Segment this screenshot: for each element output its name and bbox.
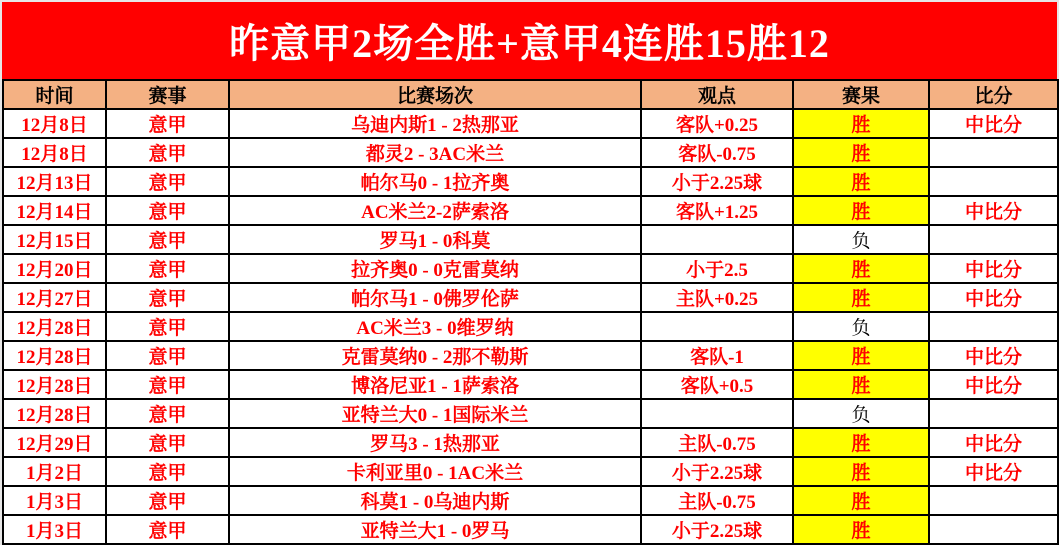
cell-result: 胜	[793, 138, 929, 167]
cell-opinion: 小于2.5	[641, 254, 793, 283]
cell-result: 胜	[793, 370, 929, 399]
cell-match: 科莫1 - 0乌迪内斯	[229, 486, 641, 515]
cell-score	[929, 486, 1058, 515]
table-row	[3, 167, 1058, 196]
cell-opinion: 小于2.25球	[641, 515, 793, 544]
cell-league: 意甲	[106, 486, 229, 515]
match-results-table	[2, 79, 1059, 545]
table-row	[3, 515, 1058, 544]
cell-match: 克雷莫纳0 - 2那不勒斯	[229, 341, 641, 370]
cell-result: 胜	[793, 167, 929, 196]
cell-date: 1月3日	[3, 515, 106, 544]
cell-match: 亚特兰大0 - 1国际米兰	[229, 399, 641, 428]
cell-date: 12月15日	[3, 225, 106, 254]
cell-date: 12月27日	[3, 283, 106, 312]
cell-league: 意甲	[106, 457, 229, 486]
cell-match: 亚特兰大1 - 0罗马	[229, 515, 641, 544]
cell-score: 中比分	[929, 341, 1058, 370]
cell-opinion: 客队+0.5	[641, 370, 793, 399]
cell-date: 12月29日	[3, 428, 106, 457]
cell-result: 胜	[793, 283, 929, 312]
cell-league: 意甲	[106, 399, 229, 428]
table-row	[3, 109, 1058, 138]
cell-score: 中比分	[929, 196, 1058, 225]
cell-score	[929, 515, 1058, 544]
column-header-time: 时间	[3, 80, 106, 109]
cell-match: AC米兰3 - 0维罗纳	[229, 312, 641, 341]
cell-match: AC米兰2-2萨索洛	[229, 196, 641, 225]
cell-date: 12月28日	[3, 341, 106, 370]
cell-score: 中比分	[929, 370, 1058, 399]
table-row	[3, 254, 1058, 283]
headline-banner	[2, 2, 1057, 79]
column-header-match: 比赛场次	[229, 80, 641, 109]
cell-score	[929, 312, 1058, 341]
cell-result: 胜	[793, 428, 929, 457]
cell-match: 博洛尼亚1 - 1萨索洛	[229, 370, 641, 399]
cell-score: 中比分	[929, 254, 1058, 283]
cell-date: 12月14日	[3, 196, 106, 225]
table-row	[3, 138, 1058, 167]
cell-match: 帕尔马0 - 1拉齐奥	[229, 167, 641, 196]
cell-score	[929, 138, 1058, 167]
cell-result: 胜	[793, 515, 929, 544]
column-header-league: 赛事	[106, 80, 229, 109]
cell-league: 意甲	[106, 341, 229, 370]
table-row	[3, 428, 1058, 457]
cell-score	[929, 399, 1058, 428]
cell-result: 胜	[793, 486, 929, 515]
cell-score: 中比分	[929, 457, 1058, 486]
cell-opinion	[641, 312, 793, 341]
cell-league: 意甲	[106, 312, 229, 341]
cell-result: 胜	[793, 196, 929, 225]
cell-league: 意甲	[106, 515, 229, 544]
cell-score: 中比分	[929, 283, 1058, 312]
cell-match: 帕尔马1 - 0佛罗伦萨	[229, 283, 641, 312]
table-row	[3, 341, 1058, 370]
cell-date: 12月13日	[3, 167, 106, 196]
column-header-score: 比分	[929, 80, 1058, 109]
table-row	[3, 370, 1058, 399]
cell-score	[929, 167, 1058, 196]
cell-match: 罗马1 - 0科莫	[229, 225, 641, 254]
column-header-opinion: 观点	[641, 80, 793, 109]
table-row	[3, 283, 1058, 312]
table-row	[3, 399, 1058, 428]
cell-date: 12月20日	[3, 254, 106, 283]
cell-date: 12月28日	[3, 399, 106, 428]
cell-league: 意甲	[106, 167, 229, 196]
cell-date: 1月2日	[3, 457, 106, 486]
cell-result: 负	[793, 225, 929, 254]
cell-opinion: 客队-0.75	[641, 138, 793, 167]
cell-opinion	[641, 225, 793, 254]
cell-match: 拉齐奥0 - 0克雷莫纳	[229, 254, 641, 283]
cell-result: 胜	[793, 457, 929, 486]
table-row	[3, 457, 1058, 486]
cell-date: 12月8日	[3, 109, 106, 138]
cell-opinion: 主队-0.75	[641, 428, 793, 457]
cell-result: 负	[793, 312, 929, 341]
cell-match: 乌迪内斯1 - 2热那亚	[229, 109, 641, 138]
table-row	[3, 312, 1058, 341]
cell-date: 1月3日	[3, 486, 106, 515]
cell-result: 胜	[793, 109, 929, 138]
cell-opinion	[641, 399, 793, 428]
cell-opinion: 主队-0.75	[641, 486, 793, 515]
cell-match: 都灵2 - 3AC米兰	[229, 138, 641, 167]
cell-date: 12月28日	[3, 312, 106, 341]
cell-league: 意甲	[106, 283, 229, 312]
cell-score: 中比分	[929, 428, 1058, 457]
cell-league: 意甲	[106, 196, 229, 225]
cell-opinion: 客队+0.25	[641, 109, 793, 138]
cell-match: 卡利亚里0 - 1AC米兰	[229, 457, 641, 486]
table-row	[3, 225, 1058, 254]
table-row	[3, 196, 1058, 225]
cell-opinion: 客队+1.25	[641, 196, 793, 225]
cell-date: 12月28日	[3, 370, 106, 399]
cell-league: 意甲	[106, 225, 229, 254]
cell-league: 意甲	[106, 138, 229, 167]
cell-league: 意甲	[106, 109, 229, 138]
cell-opinion: 小于2.25球	[641, 167, 793, 196]
cell-result: 胜	[793, 341, 929, 370]
cell-score	[929, 225, 1058, 254]
headline-title: 昨意甲2场全胜+意甲4连胜15胜12	[229, 21, 830, 66]
cell-league: 意甲	[106, 370, 229, 399]
cell-match: 罗马3 - 1热那亚	[229, 428, 641, 457]
table-header-row	[3, 80, 1058, 109]
table-row	[3, 486, 1058, 515]
table-body	[3, 109, 1058, 544]
cell-score: 中比分	[929, 109, 1058, 138]
cell-result: 胜	[793, 254, 929, 283]
cell-opinion: 小于2.25球	[641, 457, 793, 486]
cell-opinion: 客队-1	[641, 341, 793, 370]
cell-date: 12月8日	[3, 138, 106, 167]
column-header-result: 赛果	[793, 80, 929, 109]
cell-opinion: 主队+0.25	[641, 283, 793, 312]
cell-league: 意甲	[106, 428, 229, 457]
cell-result: 负	[793, 399, 929, 428]
cell-league: 意甲	[106, 254, 229, 283]
